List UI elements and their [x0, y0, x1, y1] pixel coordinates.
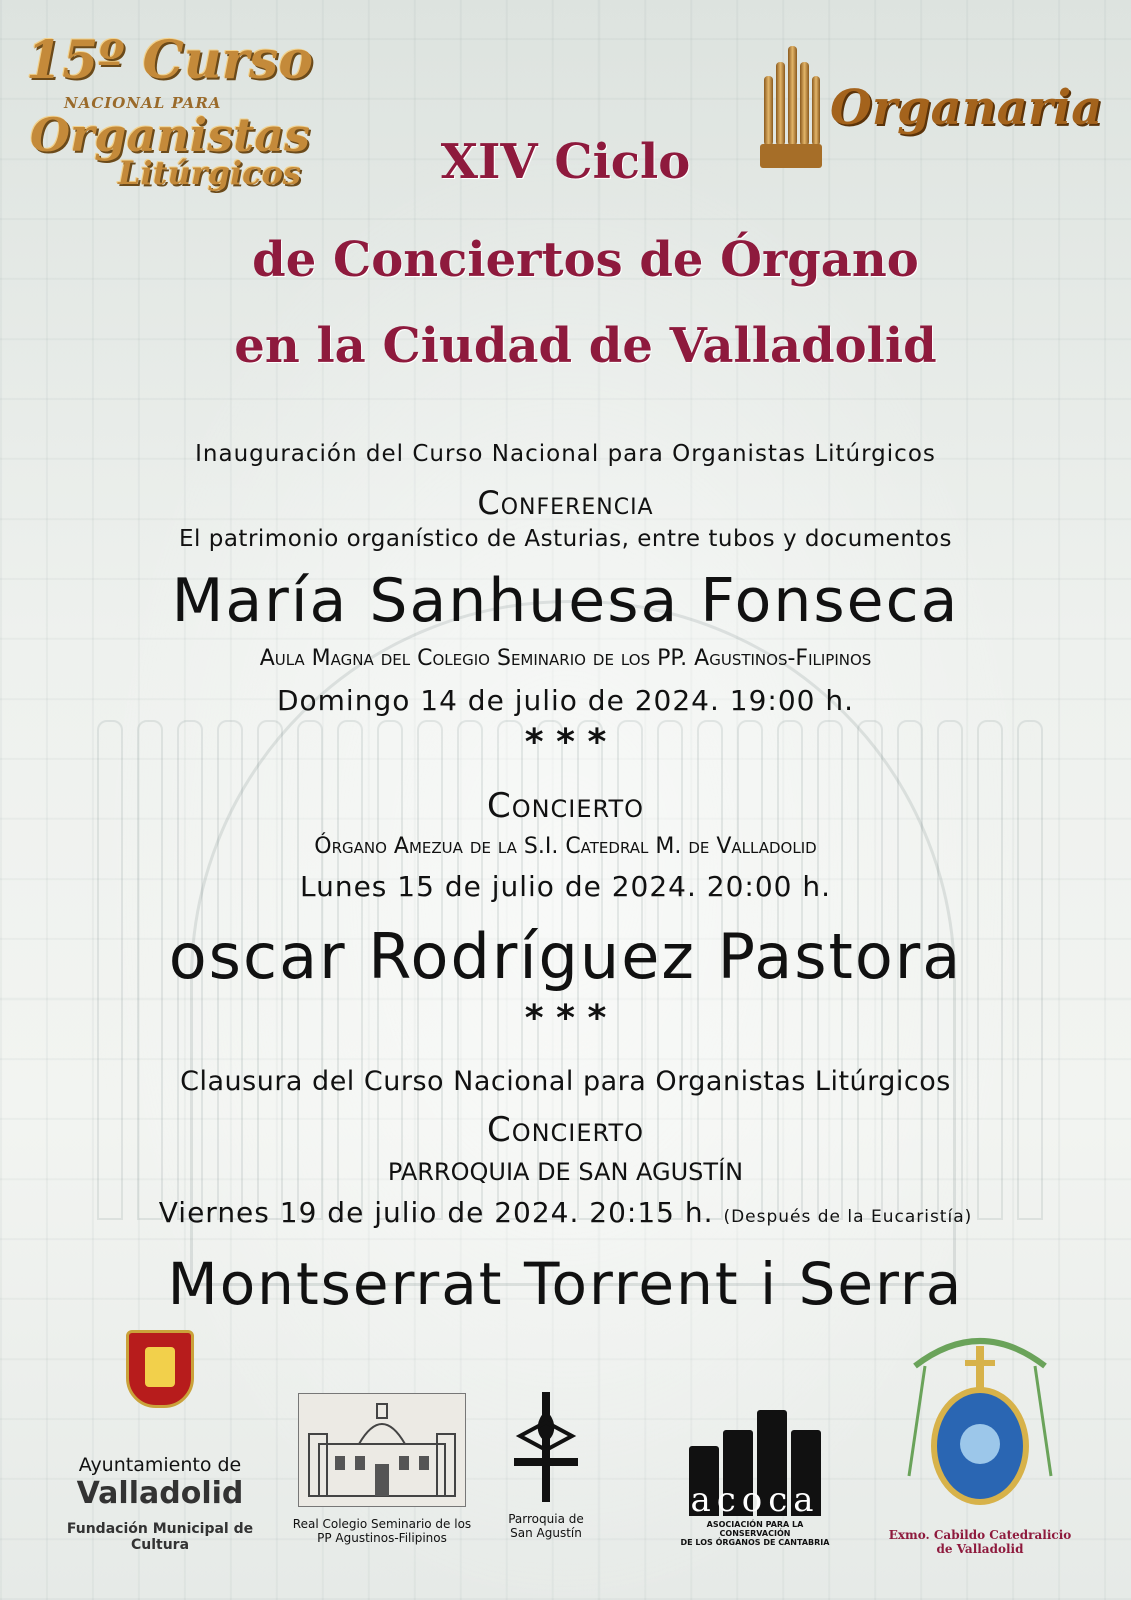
colegio-building-icon [298, 1393, 466, 1507]
colegio-line2: PP Agustinos-Filipinos [317, 1531, 447, 1545]
curso-logo-line2: NACIONAL PARA [64, 94, 222, 112]
event2-date: Lunes 15 de julio de 2024. 20:00 h. [299, 870, 832, 903]
acoca-letters: acoca [690, 1480, 820, 1520]
separator-1: * * * [524, 722, 607, 763]
cabildo-line1: Exmo. Cabildo Catedralicio [888, 1528, 1072, 1542]
title-line2: de Conciertos de Órgano [252, 232, 919, 288]
parroquia-logo [486, 1392, 606, 1540]
cabildo-logo [880, 1326, 1080, 1556]
colegio-logo [282, 1393, 482, 1545]
event3-intro: Clausura del Curso Nacional para Organistas Litúrgicos [180, 1066, 951, 1097]
event2-performer: oscar Rodríguez Pastora [168, 920, 963, 993]
event3-date: Viernes 19 de julio de 2024. 20:15 h. [158, 1196, 714, 1229]
event1-type: Conferencia [477, 484, 654, 522]
organaria-logo-text: Organaria [830, 80, 1103, 136]
title-line1: XIV Ciclo [440, 134, 691, 190]
parroquia-cross-icon [506, 1392, 586, 1502]
event1-intro: Inauguración del Curso Nacional para Organistas Litúrgicos [195, 441, 936, 467]
event1-venue: Aula Magna del Colegio Seminario de los PP. Agustinos-Filipinos [259, 646, 872, 671]
acoca-logo [670, 1410, 840, 1547]
parroquia-line2: San Agustín [510, 1526, 582, 1540]
acoca-line1: ASOCIACIÓN PARA LA CONSERVACIÓN [706, 1520, 804, 1538]
event3-performer: Montserrat Torrent i Serra [167, 1250, 964, 1318]
curso-logo-line4: Litúrgicos [118, 154, 301, 192]
event2-venue: Órgano Amezua de la S.I. Catedral M. de Valladolid [314, 834, 817, 859]
valladolid-shield-icon [126, 1330, 194, 1408]
title-line3: en la Ciudad de Valladolid [234, 318, 937, 374]
event1-date: Domingo 14 de julio de 2024. 19:00 h. [276, 684, 855, 717]
event3-note: (Después de la Eucaristía) [723, 1207, 973, 1227]
event2-type: Concierto [486, 786, 645, 826]
colegio-line1: Real Colegio Seminario de los [292, 1517, 472, 1531]
ayuntamiento-line1: Ayuntamiento de [78, 1454, 242, 1476]
ayuntamiento-logo [40, 1330, 280, 1553]
event1-speaker: María Sanhuesa Fonseca [171, 566, 960, 636]
cabildo-line2: de Valladolid [936, 1542, 1024, 1556]
event3-date-line [0, 1196, 1131, 1229]
acoca-line2: DE LOS ÓRGANOS DE CANTABRIA [680, 1538, 830, 1547]
curso-logo-line3: Organistas [30, 108, 311, 162]
event3-type: Concierto [486, 1110, 645, 1150]
cabildo-coat-of-arms-icon [895, 1326, 1065, 1526]
event3-venue: PARROQUIA DE SAN AGUSTÍN [387, 1158, 744, 1186]
parroquia-line1: Parroquia de [508, 1512, 584, 1526]
ayuntamiento-line2: Valladolid [76, 1476, 244, 1511]
event1-topic: El patrimonio organístico de Asturias, entre tubos y documentos [179, 526, 952, 552]
ayuntamiento-line3: Fundación Municipal de Cultura [66, 1521, 254, 1553]
separator-2: * * * [524, 998, 607, 1039]
curso-logo-line1: 15º Curso [26, 30, 314, 91]
